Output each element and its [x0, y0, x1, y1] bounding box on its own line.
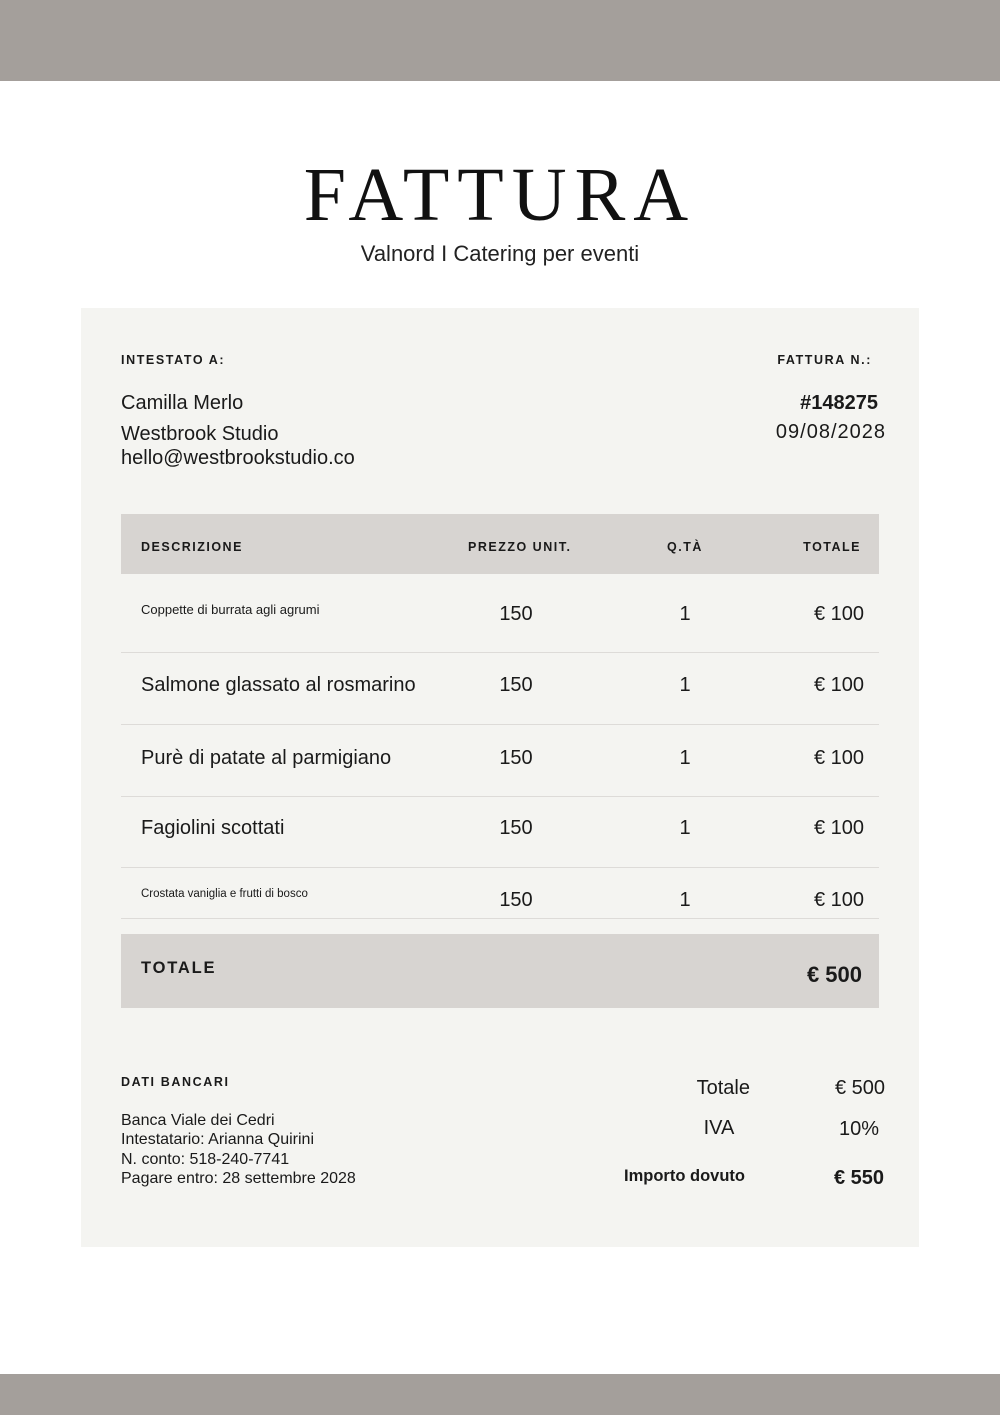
item-unit-price: 150 [499, 603, 533, 625]
table-header [121, 514, 879, 574]
payment-due-date: Pagare entro: 28 settembre 2028 [121, 1170, 356, 1187]
client-company: Westbrook Studio [121, 423, 279, 445]
column-header-total: TOTALE [803, 540, 861, 554]
invoice-number-label: FATTURA N.: [777, 353, 872, 367]
item-description: Salmone glassato al rosmarino [141, 674, 416, 696]
item-total: € 100 [813, 747, 864, 769]
top-band [0, 0, 1000, 81]
table-total-row [121, 934, 879, 1008]
client-name: Camilla Merlo [121, 392, 244, 414]
item-description: Crostata vaniglia e frutti di bosco [141, 888, 308, 900]
item-total: € 100 [813, 817, 864, 839]
bank-account-number: N. conto: 518-240-7741 [121, 1151, 290, 1168]
document-title: FATTURA [303, 153, 697, 237]
item-quantity: 1 [679, 674, 691, 696]
invoice-date: 09/08/2028 [775, 421, 886, 443]
summary-amount-due-value: € 550 [833, 1167, 884, 1189]
column-header-unit-price: PREZZO UNIT. [468, 540, 572, 554]
table-total-value: € 500 [806, 962, 862, 987]
summary-subtotal-value: € 500 [834, 1077, 885, 1099]
table-row [121, 574, 879, 653]
item-total: € 100 [813, 889, 864, 911]
item-description: Coppette di burrata agli agrumi [141, 602, 320, 617]
table-row [121, 653, 879, 725]
item-unit-price: 150 [499, 747, 533, 769]
column-header-description: DESCRIZIONE [141, 540, 243, 554]
item-unit-price: 150 [499, 817, 533, 839]
invoice-number: #148275 [800, 392, 878, 414]
table-row [121, 868, 879, 919]
summary-vat-value: 10% [838, 1118, 879, 1140]
item-quantity: 1 [679, 747, 691, 769]
bank-name: Banca Viale dei Cedri [121, 1112, 275, 1129]
bank-details-label: DATI BANCARI [121, 1075, 230, 1089]
item-total: € 100 [813, 674, 864, 696]
item-description: Fagiolini scottati [141, 817, 285, 839]
column-header-quantity: Q.TÀ [667, 540, 703, 554]
client-email: hello@westbrookstudio.co [121, 447, 355, 469]
item-unit-price: 150 [499, 889, 533, 911]
bottom-band [0, 1374, 1000, 1415]
summary-amount-due-label: Importo dovuto [624, 1167, 745, 1185]
table-row [121, 797, 879, 868]
bank-account-holder: Intestatario: Arianna Quirini [121, 1131, 314, 1148]
item-quantity: 1 [679, 889, 691, 911]
company-subtitle: Valnord I Catering per eventi [360, 241, 640, 266]
item-total: € 100 [813, 603, 864, 625]
summary-subtotal-label: Totale [696, 1077, 750, 1099]
item-unit-price: 150 [499, 674, 533, 696]
billed-to-label: INTESTATO A: [121, 353, 226, 367]
summary-vat-label: IVA [703, 1117, 735, 1139]
item-quantity: 1 [679, 817, 691, 839]
table-total-label: TOTALE [141, 959, 217, 977]
item-quantity: 1 [679, 603, 691, 625]
table-row [121, 725, 879, 797]
item-description: Purè di patate al parmigiano [141, 747, 392, 769]
